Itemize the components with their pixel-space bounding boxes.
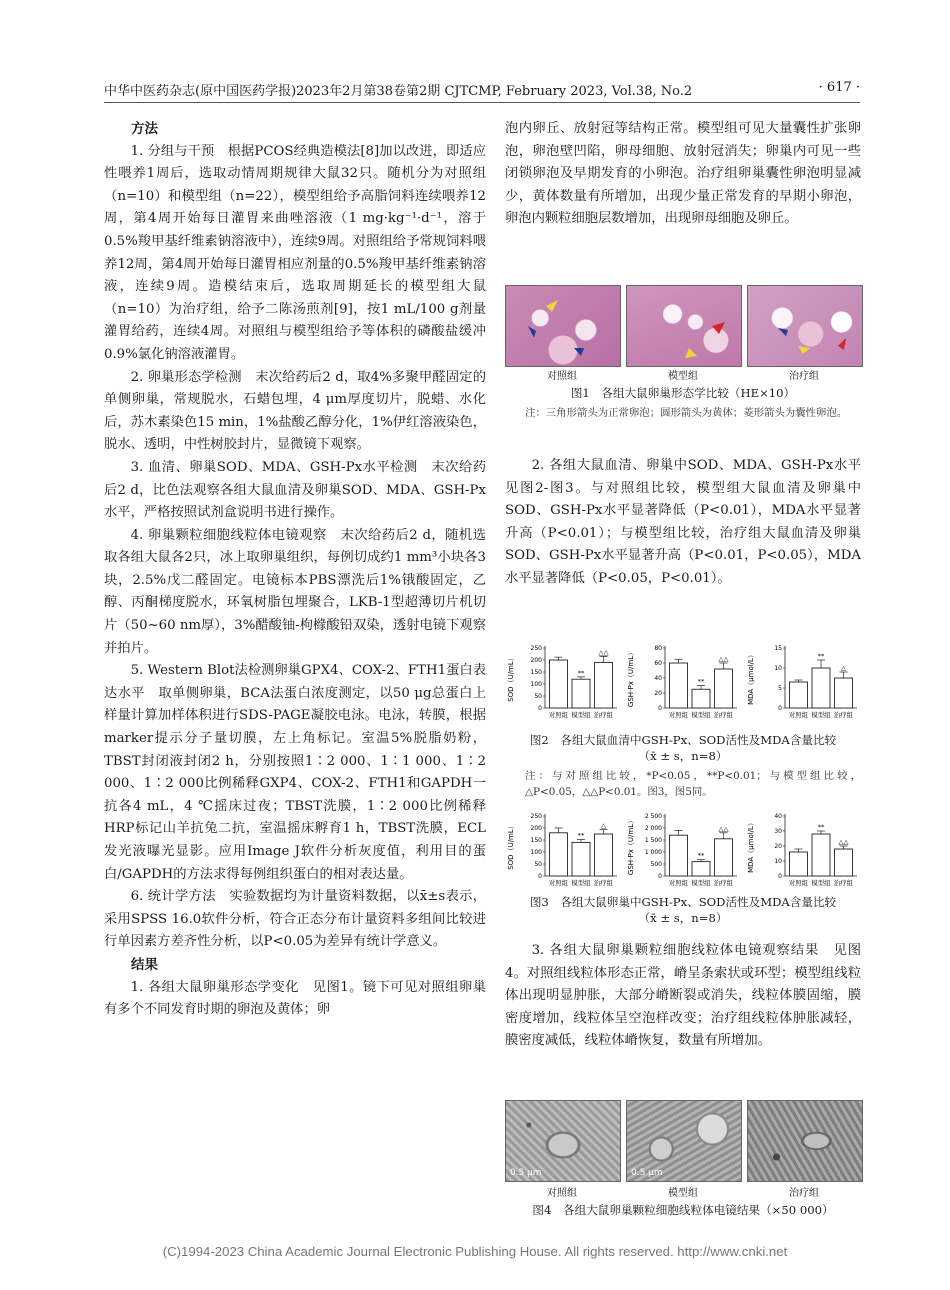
category-label: 模型组 — [811, 711, 831, 719]
scale-bar-label: 0.5 μm — [510, 1168, 542, 1178]
arrow-icon — [748, 286, 862, 366]
y-tick-label: 0 — [538, 873, 542, 881]
panel-label: 治疗组 — [789, 371, 819, 382]
y-axis-label: SOD（U/mL） — [507, 822, 515, 870]
chart-fig2-mda — [745, 640, 865, 736]
figure-2-note: 注：与对照组比较，*P<0.05，**P<0.01；与模型组比较，△P<0.05，△△P<0.01。图3，图5同。 — [525, 770, 861, 798]
y-tick-label: 100 — [530, 849, 542, 857]
y-axis-label: MDA（μmol/L） — [747, 819, 755, 873]
paragraph: 泡内卵丘、放射冠等结构正常。模型组可见大量囊性扩张卵泡，卵泡壁凹陷，卵母细胞、放射冠消失；卵巢内可见一些闭锁卵泡及早期发育的小卵泡。治疗组卵巢囊性卵泡明显减少，黄体数量有所增加，出现少量正常发育的早期小卵泡，卵泡内颗粒细胞层数增加，出现卵母细胞及卵丘。 — [505, 121, 861, 227]
arrow-icon — [506, 286, 620, 366]
significance-mark: △ — [601, 821, 606, 830]
y-tick-label: 2 500 — [644, 813, 662, 821]
category-label: 治疗组 — [593, 879, 614, 887]
chart-svg — [505, 808, 625, 900]
figure-2 — [505, 640, 861, 800]
bar — [692, 689, 710, 708]
right-column-text-bottom — [505, 940, 861, 1053]
y-tick-label: 200 — [530, 825, 542, 833]
figure-4 — [505, 1100, 861, 1220]
y-tick-label: 250 — [530, 645, 542, 653]
category-label: 治疗组 — [713, 711, 734, 719]
paragraph: 1. 各组大鼠卵巢形态学变化 见图1。镜下可见对照组卵巢有多个不同发育时期的卵泡及黄体；卵 — [104, 979, 486, 1018]
paragraph: 3. 血清、卵巢SOD、MDA、GSH-Px水平检测 末次给药后2 d，比色法观察各组大鼠血清及卵巢SOD、MDA、GSH-Px水平，严格按照试剂盒说明书进行操作。 — [104, 459, 486, 521]
panel-label: 治疗组 — [789, 1188, 819, 1199]
y-tick-label: 5 — [778, 685, 782, 693]
y-tick-label: 20 — [774, 843, 782, 851]
category-label: 治疗组 — [713, 879, 734, 887]
y-tick-label: 0 — [658, 873, 662, 881]
em-control — [505, 1100, 621, 1182]
bar — [550, 833, 568, 876]
bar — [790, 682, 808, 708]
right-column-text-top — [505, 118, 861, 231]
running-header — [104, 80, 860, 103]
paragraph: 2. 卵巢形态学检测 末次给药后2 d，取4%多聚甲醛固定的单侧卵巢，常规脱水，石蜡包埋，4 μm厚度切片，脱蜡、水化后，苏木素染色15 min，1%盐酸乙醇分化，1%伊红溶液染色，脱水、透明，中性树胶封片，显微镜下观察。 — [104, 369, 486, 453]
y-tick-label: 0 — [778, 873, 782, 881]
y-tick-label: 250 — [530, 813, 542, 821]
significance-mark: ** — [697, 677, 705, 686]
y-tick-label: 150 — [530, 669, 542, 677]
bar — [715, 839, 733, 876]
em-treatment — [747, 1100, 863, 1182]
y-tick-label: 200 — [530, 657, 542, 665]
chart-fig2-gsh — [625, 640, 745, 736]
micrograph-control — [505, 285, 621, 367]
bar — [812, 668, 830, 708]
figure-3 — [505, 808, 861, 928]
figure-4-caption: 图4 各组大鼠卵巢颗粒细胞线粒体电镜结果（×50 000） — [532, 1203, 834, 1217]
category-label: 对照组 — [668, 879, 689, 887]
scale-bar-label: 0.5 μm — [631, 1168, 663, 1178]
bar — [572, 679, 590, 708]
paragraph: 6. 统计学方法 实验数据均为计量资料数据，以x̄±s表示，采用SPSS 16.0软件分析，符合正态分布计量资料多组间比较进行单因素方差齐性分析，以P<0.05为差异有统计学意义。 — [104, 889, 486, 950]
page-number: · 617 · — [818, 80, 860, 95]
paragraph: 3. 各组大鼠卵巢颗粒细胞线粒体电镜观察结果 见图4。对照组线粒体形态正常，嵴呈条索状或环型；模型组线粒体出现明显肿胀，大部分嵴断裂或消失，线粒体膜固缩，膜密度增加，线粒体呈空泡样改变；治疗组线粒体肿胀减轻，膜密度减低，线粒体嵴恢复，数量有所增加。 — [505, 943, 861, 1049]
bar — [572, 842, 590, 876]
category-label: 对照组 — [668, 711, 689, 719]
section-title-results: 结果 — [131, 956, 158, 973]
y-tick-label: 40 — [654, 675, 662, 683]
y-tick-label: 15 — [774, 645, 782, 653]
y-axis-label: SOD（U/mL） — [507, 654, 515, 702]
significance-mark: △△ — [838, 838, 849, 846]
chart-fig3-gsh — [625, 808, 745, 904]
category-label: 对照组 — [548, 711, 569, 719]
chart-fig2-sod — [505, 640, 625, 736]
category-label: 对照组 — [548, 879, 569, 887]
y-tick-label: 60 — [654, 660, 662, 668]
significance-mark: △△ — [718, 655, 729, 663]
copyright-footer: (C)1994-2023 China Academic Journal Electronic Publishing House. All rights reserved. http://www.cnki.net — [162, 1244, 788, 1259]
category-label: 模型组 — [811, 879, 831, 887]
y-tick-label: 40 — [774, 813, 782, 821]
y-tick-label: 500 — [650, 861, 662, 869]
bar — [670, 663, 688, 708]
y-tick-label: 100 — [530, 681, 542, 689]
chart-fig3-sod — [505, 808, 625, 904]
category-label: 对照组 — [788, 711, 809, 719]
category-label: 模型组 — [571, 711, 591, 719]
y-tick-label: 10 — [774, 665, 782, 673]
y-axis-label: GSH-Px（U/mL） — [627, 816, 635, 876]
significance-mark: △△ — [598, 648, 609, 657]
y-tick-label: 1 000 — [644, 849, 662, 857]
y-tick-label: 150 — [530, 837, 542, 845]
y-tick-label: 0 — [778, 705, 782, 713]
section-title-methods: 方法 — [131, 121, 158, 137]
paragraph: 2. 各组大鼠血清、卵巢中SOD、MDA、GSH-Px水平 见图2-图3。与对照组比较，模型组大鼠血清及卵巢中SOD、GSH-Px水平显著降低（P<0.01），MDA水平显著升高（P<0.01）；与模型组比较，治疗组大鼠血清及卵巢SOD、GSH-Px水平显著升高（P<0.01，P<0.05），MDA水平显著降低（P<0.05，P<0.01）。 — [505, 458, 875, 586]
category-label: 治疗组 — [833, 879, 854, 887]
significance-mark: ** — [697, 851, 705, 860]
chart-svg — [625, 640, 745, 732]
bar — [550, 660, 568, 708]
y-tick-label: 0 — [538, 705, 542, 713]
y-tick-label: 2 000 — [644, 825, 662, 833]
significance-mark: △△ — [718, 824, 729, 833]
bar — [835, 849, 853, 876]
chart-svg — [745, 640, 865, 732]
y-tick-label: 50 — [534, 861, 542, 869]
figure-1-note: 注：三角形箭头为正常卵泡；圆形箭头为黄体；菱形箭头为囊性卵泡。 — [525, 407, 848, 419]
y-tick-label: 20 — [654, 690, 662, 698]
category-label: 治疗组 — [833, 711, 854, 719]
significance-mark: △ — [841, 664, 846, 672]
chart-fig3-mda — [745, 808, 865, 904]
bar — [812, 834, 830, 876]
y-axis-label: GSH-Px（U/mL） — [627, 648, 635, 708]
bar — [715, 669, 733, 708]
significance-mark: ** — [577, 668, 585, 677]
left-column — [104, 118, 486, 1022]
category-label: 模型组 — [691, 879, 711, 887]
arrow-icon — [627, 286, 741, 366]
paragraph: 1. 分组与干预 根据PCOS经典造模法[8]加以改进，即适应性喂养1周后，选取动情周期规律大鼠32只。随机分为对照组（n=10）和模型组（n=22），模型组给予高脂饲料连续喂养12周，第4周开始每日灌胃来曲唑溶液（1 mg·kg⁻¹·d⁻¹，溶于0.5%羧甲基纤维素钠溶液中），连续9周。对照组给予常规饲料喂养12周，第4周开始每日灌胃相应剂量的0.5%羧甲基纤维素钠溶液，连续9周。造模结束后，选取周期延长的模型组大鼠（n=10）为治疗组，给予二陈汤煎剂[9]，按1 mL/100 g剂量灌胃给药，连续4周。对照组与模型组给予等体积的磷酸盐缓冲0.9%氯化钠溶液灌胃。 — [104, 143, 486, 362]
category-label: 模型组 — [691, 711, 711, 719]
panel-label: 模型组 — [668, 1188, 698, 1199]
category-label: 对照组 — [788, 879, 809, 887]
bar — [595, 662, 613, 708]
figure-2-caption: 图2 各组大鼠血清中GSH-Px、SOD活性及MDA含量比较 — [529, 733, 837, 747]
figure-1 — [505, 285, 861, 445]
y-tick-label: 80 — [654, 645, 662, 653]
y-tick-label: 1 500 — [644, 837, 662, 845]
panel-label: 对照组 — [547, 371, 577, 382]
figure-1-caption: 图1 各组大鼠卵巢形态学比较（HE×10） — [570, 386, 796, 400]
figure-2-caption-stats: （x̄ ± s，n=8） — [638, 749, 728, 763]
y-tick-label: 50 — [534, 693, 542, 701]
bar — [670, 835, 688, 876]
figure-3-caption-stats: （x̄ ± s，n=8） — [638, 911, 728, 925]
bar — [835, 678, 853, 708]
bar — [595, 834, 613, 876]
bar — [692, 862, 710, 876]
micrograph-model — [626, 285, 742, 367]
y-tick-label: 30 — [774, 828, 782, 836]
panel-label: 模型组 — [668, 371, 698, 382]
panel-label: 对照组 — [547, 1188, 577, 1199]
y-axis-label: MDA（μmol/L） — [747, 651, 755, 705]
figure-3-caption: 图3 各组大鼠卵巢中GSH-Px、SOD活性及MDA含量比较 — [529, 895, 837, 909]
paragraph: 5. Western Blot法检测卵巢GPX4、COX-2、FTH1蛋白表达水平 取单侧卵巢，BCA法蛋白浓度测定，以50 μg总蛋白上样量计算加样体积进行SDS-PAGE凝胶电泳。电泳，转膜，根据marker提示分子量切膜，左上角标记。室温5%脱脂奶粉，TBST封闭液封闭2 h，分别按照1∶2 000、1∶1 000、1∶2 000、1∶2 000比例稀释GXP4、COX-2、FTH1和GAPDH一抗各4 mL，4 ℃摇床过夜；TBST洗膜，1∶2 000比例稀释HRP标记山羊抗兔二抗，室温摇床孵育1 h，TBST洗膜，ECL发光液曝光显影。应用Image J软件分析灰度值，利用目的蛋白/GAPDH的方法求得每例组织蛋白的相对表达量。 — [104, 663, 486, 882]
em-model — [626, 1100, 742, 1182]
journal-header: 中华中医药杂志(原中国医药学报)2023年2月第38卷第2期 CJTCMP, February 2023, Vol.38, No.2 — [104, 84, 693, 99]
significance-mark: ** — [577, 831, 585, 840]
category-label: 模型组 — [571, 879, 591, 887]
chart-svg — [745, 808, 865, 900]
right-column-text-mid — [505, 455, 875, 591]
category-label: 治疗组 — [593, 711, 614, 719]
chart-svg — [505, 640, 625, 732]
paragraph: 4. 卵巢颗粒细胞线粒体电镜观察 末次给药后2 d，随机选取各组大鼠各2只，冰上取卵巢组织，每例切成约1 mm³小块各3块，2.5%戊二醛固定。电镜标本PBS漂洗后1%锇酸固定，乙醇、丙酮梯度脱水，环氧树脂包埋聚合，LKB-1型超薄切片机切片（50~60 nm厚），3%醋酸铀-枸橼酸铅双染，透射电镜下观察并拍片。 — [104, 527, 486, 656]
significance-mark: ** — [817, 823, 825, 831]
y-tick-label: 0 — [658, 705, 662, 713]
y-tick-label: 10 — [774, 858, 782, 866]
bar — [790, 852, 808, 876]
chart-svg — [625, 808, 745, 900]
micrograph-treatment — [747, 285, 863, 367]
significance-mark: ** — [817, 652, 825, 660]
